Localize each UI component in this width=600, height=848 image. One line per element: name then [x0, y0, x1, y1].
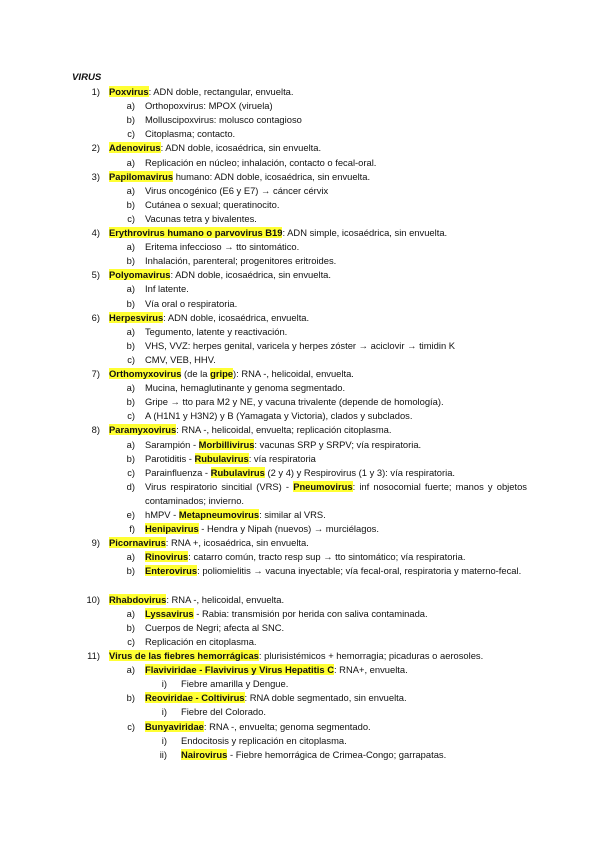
item-text-part: Eritema infeccioso → tto sintomático. [145, 241, 300, 253]
list-item [0, 99, 600, 113]
virus-name: Flaviviridae - Flavivirus y Virus Hepatitis C [145, 664, 334, 676]
item-text [145, 409, 412, 423]
list-item [0, 297, 600, 311]
virus-name: Pneumovirus [293, 480, 353, 492]
item-text [145, 550, 465, 564]
item-text [145, 325, 287, 339]
item-text-part: : poliomielitis → vacuna inyectable; vía fecal-oral, respiratoria y materno-fecal. [197, 565, 522, 577]
item-text-part: Inhalación, parenteral; progenitores eritroides. [145, 255, 337, 267]
section-adenovirus [0, 141, 600, 155]
item-label: a) [126, 551, 135, 563]
item-text [109, 423, 391, 437]
item-text-part: Molluscipoxvirus: molusco contagioso [145, 114, 302, 126]
list-item [0, 339, 600, 353]
list-item [0, 409, 600, 423]
item-text [109, 85, 294, 99]
item-label: a) [126, 184, 135, 196]
item-text-part: : RNA+, envuelta. [333, 664, 408, 676]
section-polyomavirus [0, 268, 600, 282]
item-label: c) [127, 353, 135, 365]
item-label: c) [127, 128, 135, 140]
item-label: b) [126, 452, 135, 464]
item-label: a) [126, 664, 135, 676]
list-item [0, 254, 600, 268]
section-description: humano: ADN doble, icosaédrica, sin envuelta. [173, 170, 371, 182]
virus-name: Rubulavirus [210, 466, 265, 478]
list-item [0, 395, 600, 409]
item-label: 6) [91, 311, 100, 323]
item-label: a) [126, 156, 135, 168]
item-text-part: Mucina, hemaglutinante y genoma segmentado. [145, 382, 346, 394]
item-text [109, 226, 447, 240]
list-item [0, 452, 600, 466]
item-text [145, 621, 284, 635]
section-paramyxovirus [0, 423, 600, 437]
list-item [0, 282, 600, 296]
item-label: 8) [91, 424, 100, 436]
section-description: : RNA +, icosaédrica, sin envuelta. [165, 537, 309, 549]
item-text [145, 720, 371, 734]
virus-name: Adenovirus [109, 142, 161, 154]
item-label: a) [126, 241, 135, 253]
virus-name: Reoviridae - Coltivirus [145, 692, 245, 704]
item-text [145, 297, 237, 311]
item-text [109, 268, 331, 282]
item-label: c) [127, 466, 135, 478]
section-poxvirus [0, 85, 600, 99]
item-text [145, 240, 299, 254]
item-text [145, 381, 345, 395]
item-text-part: Replicación en núcleo; inhalación, contacto o fecal-oral. [145, 156, 377, 168]
item-text-part: Vacunas tetra y bivalentes. [145, 212, 257, 224]
item-label: 3) [91, 170, 100, 182]
item-text [145, 353, 216, 367]
item-text-part: Sarampión - [145, 438, 199, 450]
item-label: b) [126, 692, 135, 704]
item-label: 4) [91, 227, 100, 238]
item-label: 2) [91, 142, 100, 154]
item-text-part: Fiebre del Colorado. [181, 706, 266, 718]
item-label: c) [127, 410, 135, 422]
list-item [0, 127, 600, 141]
item-text [145, 127, 235, 141]
virus-name: Metapneumovirus [178, 509, 260, 520]
item-text [145, 635, 257, 649]
item-text [109, 649, 483, 663]
virus-name: Bunyaviridae [145, 720, 204, 732]
item-text [181, 705, 266, 719]
list-item [0, 353, 600, 367]
list-item [0, 635, 600, 649]
virus-name: Rinovirus [145, 551, 189, 563]
item-text-part: : vía respiratoria [248, 452, 316, 464]
item-label: b) [126, 621, 135, 633]
virus-name: Polyomavirus [109, 269, 171, 281]
list-item [0, 198, 600, 212]
item-label: b) [126, 396, 135, 408]
item-label: 5) [91, 269, 100, 281]
item-label: 1) [91, 86, 100, 97]
virus-name: Lyssavirus [145, 607, 194, 619]
item-text [145, 663, 408, 677]
section-description: : RNA -, helicoidal, envuelta. [166, 593, 285, 605]
item-text-part: - Fiebre hemorrágica de Crimea-Congo; garrapatas. [227, 748, 447, 760]
item-label: b) [126, 255, 135, 267]
item-text-part: Cutánea o sexual; queratinocito. [145, 198, 280, 210]
item-text [145, 184, 328, 198]
item-text [109, 593, 284, 607]
item-text [181, 734, 347, 748]
item-text [145, 522, 379, 536]
list-item [0, 381, 600, 395]
sub-list-item [0, 677, 600, 691]
sub-list-item [0, 748, 600, 762]
item-text-part: : vacunas SRP y SRPV; vía respiratoria. [254, 438, 422, 450]
item-text-part: Tegumento, latente y reactivación. [145, 325, 288, 337]
item-label: i) [161, 678, 167, 690]
item-label: d) [126, 480, 135, 492]
virus-name: Nairovirus [181, 748, 228, 760]
item-label: 11) [87, 650, 100, 661]
item-text [145, 508, 326, 522]
section-papilomavirus [0, 170, 600, 184]
item-text [109, 141, 321, 155]
list-item [0, 240, 600, 254]
sub-list-item [0, 734, 600, 748]
item-label: e) [126, 509, 135, 520]
virus-name: Papilomavirus [109, 170, 174, 182]
item-text [181, 748, 446, 762]
item-label: ii) [159, 748, 167, 760]
virus-name: Herpesvirus [109, 311, 164, 323]
virus-name: Poxvirus [109, 86, 149, 97]
virus-name: Picornavirus [109, 537, 166, 549]
item-text [109, 311, 309, 325]
item-text [145, 212, 257, 226]
item-text [145, 198, 279, 212]
item-text [145, 395, 444, 409]
list-item [0, 466, 600, 480]
section-erythrovirus [0, 226, 600, 240]
item-text [145, 452, 316, 466]
item-text-part: Virus respiratorio sincitial (VRS) - [145, 480, 294, 492]
item-label: i) [161, 706, 167, 718]
item-text-part: - Rabia: transmisión por herida con saliva contaminada. [193, 607, 428, 619]
section-rhabdovirus [0, 593, 600, 607]
item-label: i) [161, 734, 167, 746]
item-label: 9) [91, 537, 100, 549]
item-text-part: Fiebre amarilla y Dengue. [181, 678, 289, 690]
list-item [0, 480, 600, 508]
list-item [0, 212, 600, 226]
section-description: ): RNA -, helicoidal, envuelta. [233, 368, 354, 379]
item-label: b) [126, 339, 135, 351]
item-text [145, 564, 527, 578]
list-item [0, 607, 600, 621]
item-text-part: Parainfluenza - [145, 466, 211, 478]
item-text-part: : RNA -, envuelta; genoma segmentado. [203, 720, 371, 732]
item-text [145, 282, 189, 296]
list-item [0, 522, 600, 536]
item-label: 7) [91, 368, 100, 379]
virus-name: Henipavirus [145, 523, 199, 535]
virus-name: Enterovirus [145, 565, 198, 577]
list-item [0, 564, 600, 592]
section-description: : ADN doble, icosaédrica, sin envuelta. [160, 142, 322, 154]
item-label: a) [126, 607, 135, 619]
virus-name: Morbillivirus [198, 438, 255, 450]
item-text-part: Orthopoxvirus: MPOX (viruela) [145, 100, 273, 112]
section-description: (de la [181, 368, 211, 379]
section-description: : ADN doble, rectangular, envuelta. [148, 86, 294, 97]
item-text-part: : inf nosocomial fuerte; manos y objetos contaminados; invierno. [145, 480, 527, 506]
section-description: : plurisistémicos + hemorragia; picaduras o aerosoles. [258, 650, 484, 661]
item-text-part: Virus oncogénico (E6 y E7) → cáncer cérvix [145, 184, 329, 196]
section-description: : ADN simple, icosaédrica, sin envuelta. [282, 227, 448, 238]
list-item [0, 113, 600, 127]
section-picornavirus [0, 536, 600, 550]
item-text-part: : catarro común, tracto resp sup → tto sintomático; vía respiratoria. [188, 551, 466, 563]
item-text [109, 170, 370, 184]
item-text [145, 99, 273, 113]
item-label: a) [126, 325, 135, 337]
item-text [145, 466, 455, 480]
section-virus [0, 649, 600, 663]
list-item [0, 663, 600, 677]
item-label: c) [127, 720, 135, 732]
highlighted-word: gripe [210, 368, 234, 379]
item-label: b) [126, 198, 135, 210]
item-text-part: Citoplasma; contacto. [145, 128, 236, 140]
item-text [145, 254, 336, 268]
item-text-part: CMV, VEB, HHV. [145, 353, 216, 365]
item-label: b) [126, 565, 135, 577]
item-text [145, 156, 376, 170]
list-item [0, 184, 600, 198]
section-description: : ADN doble, icosaédrica, envuelta. [163, 311, 310, 323]
virus-name: Rubulavirus [194, 452, 249, 464]
item-text-part: Inf latente. [145, 283, 189, 295]
item-label: b) [126, 297, 135, 309]
item-text [145, 607, 428, 621]
list-item [0, 156, 600, 170]
virus-name: Paramyxovirus [109, 424, 177, 436]
list-item [0, 621, 600, 635]
item-label: a) [126, 283, 135, 295]
item-text [145, 480, 527, 508]
section-herpesvirus [0, 311, 600, 325]
section-orthomyxovirus [0, 367, 600, 381]
item-text-part: Cuerpos de Negri; afecta al SNC. [145, 621, 285, 633]
item-text-part: hMPV - [145, 509, 179, 520]
list-item [0, 720, 600, 734]
item-text-part: Endocitosis y replicación en citoplasma. [181, 734, 347, 746]
item-label: c) [127, 635, 135, 647]
virus-name: Rhabdovirus [109, 593, 167, 605]
list-item [0, 550, 600, 564]
item-label: c) [127, 212, 135, 224]
item-label: a) [126, 100, 135, 112]
list-item [0, 508, 600, 522]
section-description: : ADN doble, icosaédrica, sin envuelta. [170, 269, 331, 281]
list-item [0, 438, 600, 452]
item-text [145, 691, 407, 705]
item-text [109, 536, 309, 550]
item-text-part: Gripe → tto para M2 y NE, y vacuna trivalente (depende de homología). [145, 396, 444, 408]
document-title: VIRUS [72, 72, 102, 83]
item-text-part: Parotiditis - [145, 452, 195, 464]
item-text-part: Replicación en citoplasma. [145, 635, 257, 647]
item-text [145, 339, 455, 353]
item-text [109, 367, 354, 381]
item-text [145, 113, 302, 127]
item-text-part: - Hendra y Nipah (nuevos) → murciélagos. [198, 523, 379, 535]
item-label: f) [129, 523, 135, 535]
item-text-part: VHS, VVZ: herpes genital, varicela y herpes zóster → aciclovir → timidin K [145, 339, 456, 351]
virus-name: Orthomyxovirus [109, 368, 182, 379]
item-text [145, 438, 421, 452]
list-item [0, 325, 600, 339]
list-item [0, 691, 600, 705]
item-text-part: A (H1N1 y H3N2) y B (Yamagata y Victoria), clados y subclados. [145, 410, 413, 422]
virus-name: Erythrovirus humano o parvovirus B19 [109, 227, 283, 238]
item-text-part: : RNA doble segmentado, sin envuelta. [244, 692, 407, 704]
item-label: b) [126, 114, 135, 126]
item-text-part: : similar al VRS. [259, 509, 326, 520]
sub-list-item [0, 705, 600, 719]
item-text-part: (2 y 4) y Respirovirus (1 y 3): vía respiratoria. [264, 466, 456, 478]
item-label: a) [126, 438, 135, 450]
section-description: : RNA -, helicoidal, envuelta; replicación citoplasma. [176, 424, 392, 436]
item-label: 10) [86, 593, 100, 605]
virus-name: Virus de las fiebres hemorrágicas [109, 650, 259, 661]
item-text [181, 677, 288, 691]
item-label: a) [126, 382, 135, 394]
item-text-part: Vía oral o respiratoria. [145, 297, 238, 309]
